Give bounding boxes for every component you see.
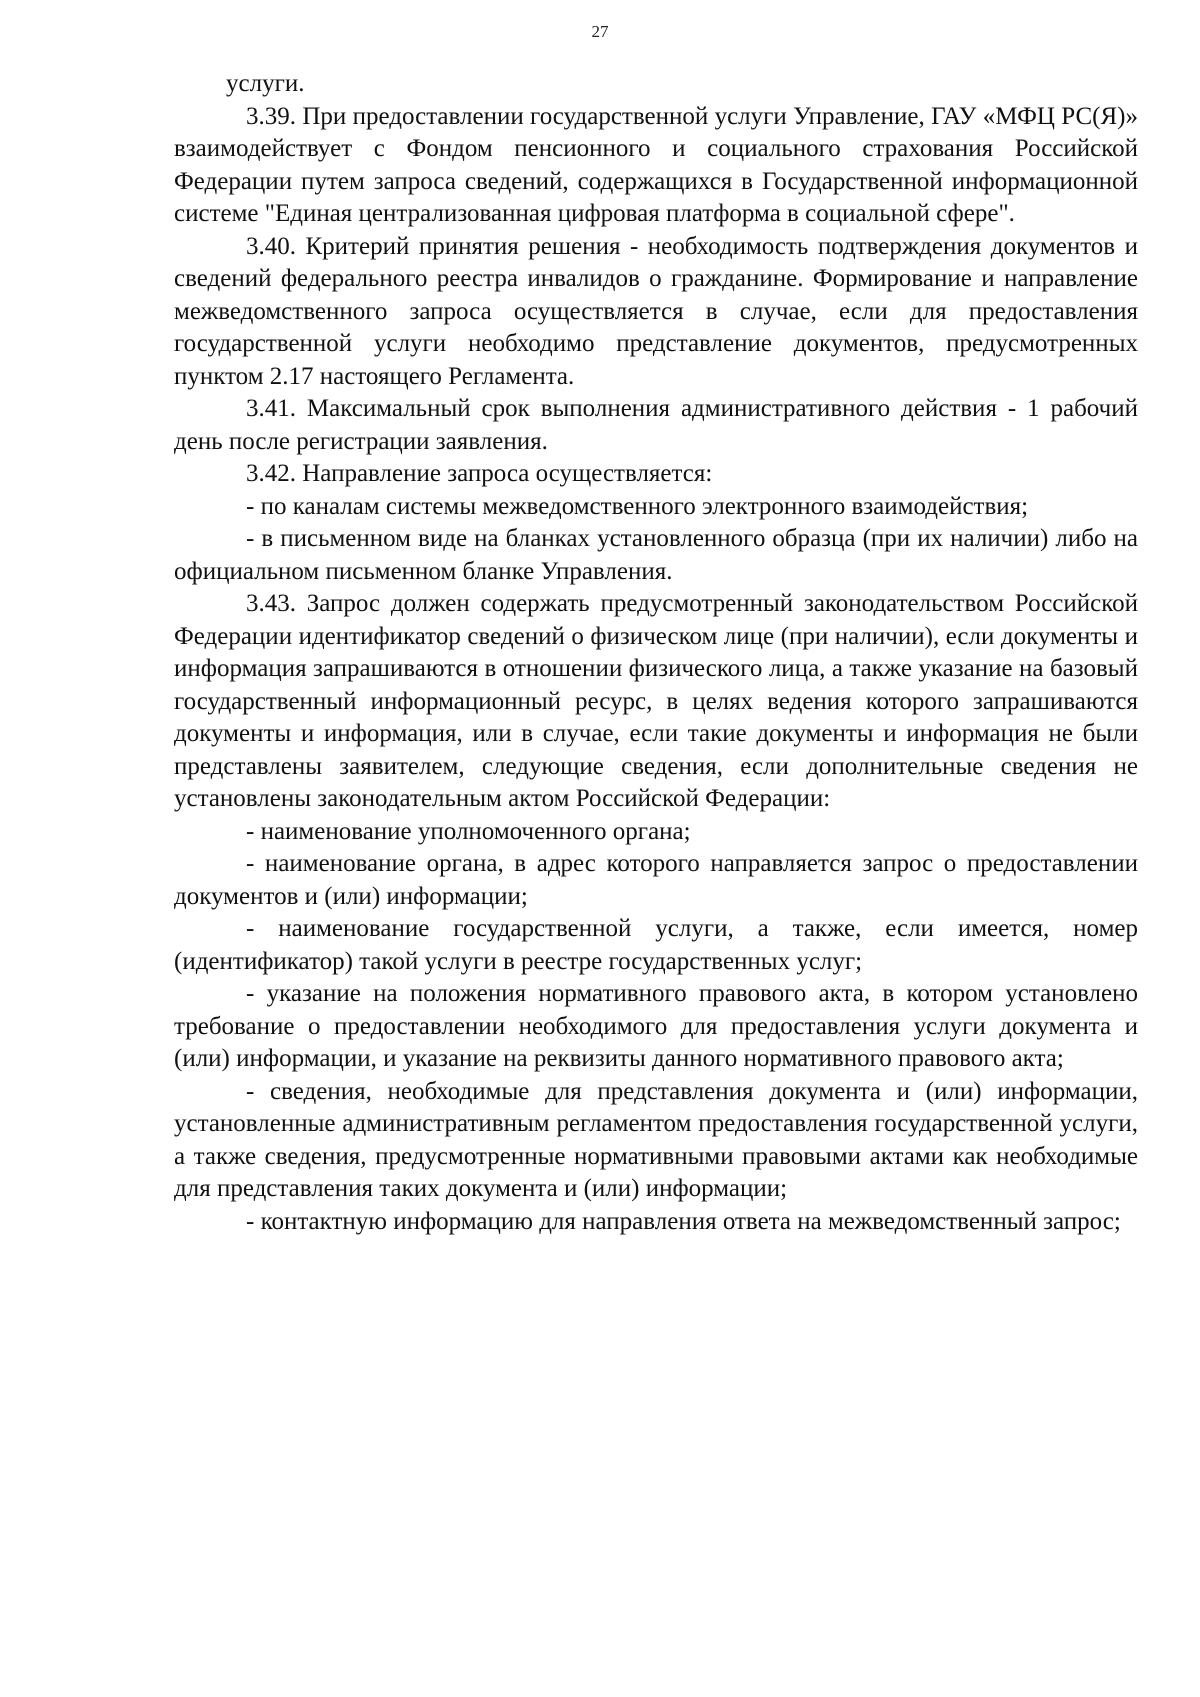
list-item-channels: - по каналам системы межведомственного электронного взаимодействия; — [246, 492, 1029, 520]
list-item-contact-info: - контактную информацию для направления ответа на межведомственный запрос; — [246, 1207, 1121, 1235]
paragraph-3-41: 3.41. Максимальный срок выполнения административного действия - 1 рабочий день после регистрации заявления. — [174, 395, 1138, 455]
paragraph-continuation: услуги. — [226, 70, 305, 97]
paragraph-3-42: 3.42. Направление запроса осуществляется: — [246, 460, 713, 487]
paragraph-3-39: 3.39. При предоставлении государственной услуги Управление, ГАУ «МФЦ РС(Я)» взаимодействует с Фондом пенсионного и социального страхования Российской Федерации путем запроса сведений, содержащихся в Государственной информационной системе "Единая централизованная цифровая платформа в социальной сфере". — [174, 102, 1138, 227]
paragraph-3-43: 3.43. Запрос должен содержать предусмотренный законодательством Российской Федерации идентификатор сведений о физическом лице (при наличии), если документы и информация запрашиваются в отношении физического лица, а также указание на базовый государственный информационный ресурс, в целях ведения которого запрашиваются документы и информация, или в случае, если такие документы и информация не были представлены заявителем, следующие сведения, если дополнительные сведения не установлены законодательным актом Российской Федерации: — [174, 590, 1138, 812]
paragraph-3-40: 3.40. Критерий принятия решения - необходимость подтверждения документов и сведений федерального реестра инвалидов о гражданине. Формирование и направление межведомственного запроса осуществляется в случае, если для предоставления государственной услуги необходимо представление документов, предусмотренных пунктом 2.17 настоящего Регламента. — [174, 232, 1138, 390]
page-number: 27 — [591, 22, 609, 41]
document-body — [174, 68, 1138, 1238]
list-item-service-name: - наименование государственной услуги, а также, если имеется, номер (идентификатор) такой услуги в реестре государственных услуг; — [174, 915, 1138, 975]
list-item-required-info: - сведения, необходимые для представления документа и (или) информации, установленные административным регламентом предоставления государственной услуги, а также сведения, предусмотренные нормативными правовыми актами как необходимые для представления таких документа и (или) информации; — [174, 1077, 1138, 1202]
list-item-legal-act: - указание на положения нормативного правового акта, в котором установлено требование о предоставлении необходимого для предоставления услуги документа и (или) информации, и указание на реквизиты данного нормативного правового акта; — [174, 980, 1138, 1072]
list-item-addressee: - наименование органа, в адрес которого направляется запрос о предоставлении документов и (или) информации; — [174, 850, 1138, 910]
list-item-written: - в письменном виде на бланках установленного образца (при их наличии) либо на официальном письменном бланке Управления. — [174, 525, 1138, 585]
list-item-authority-name: - наименование уполномоченного органа; — [246, 817, 691, 845]
